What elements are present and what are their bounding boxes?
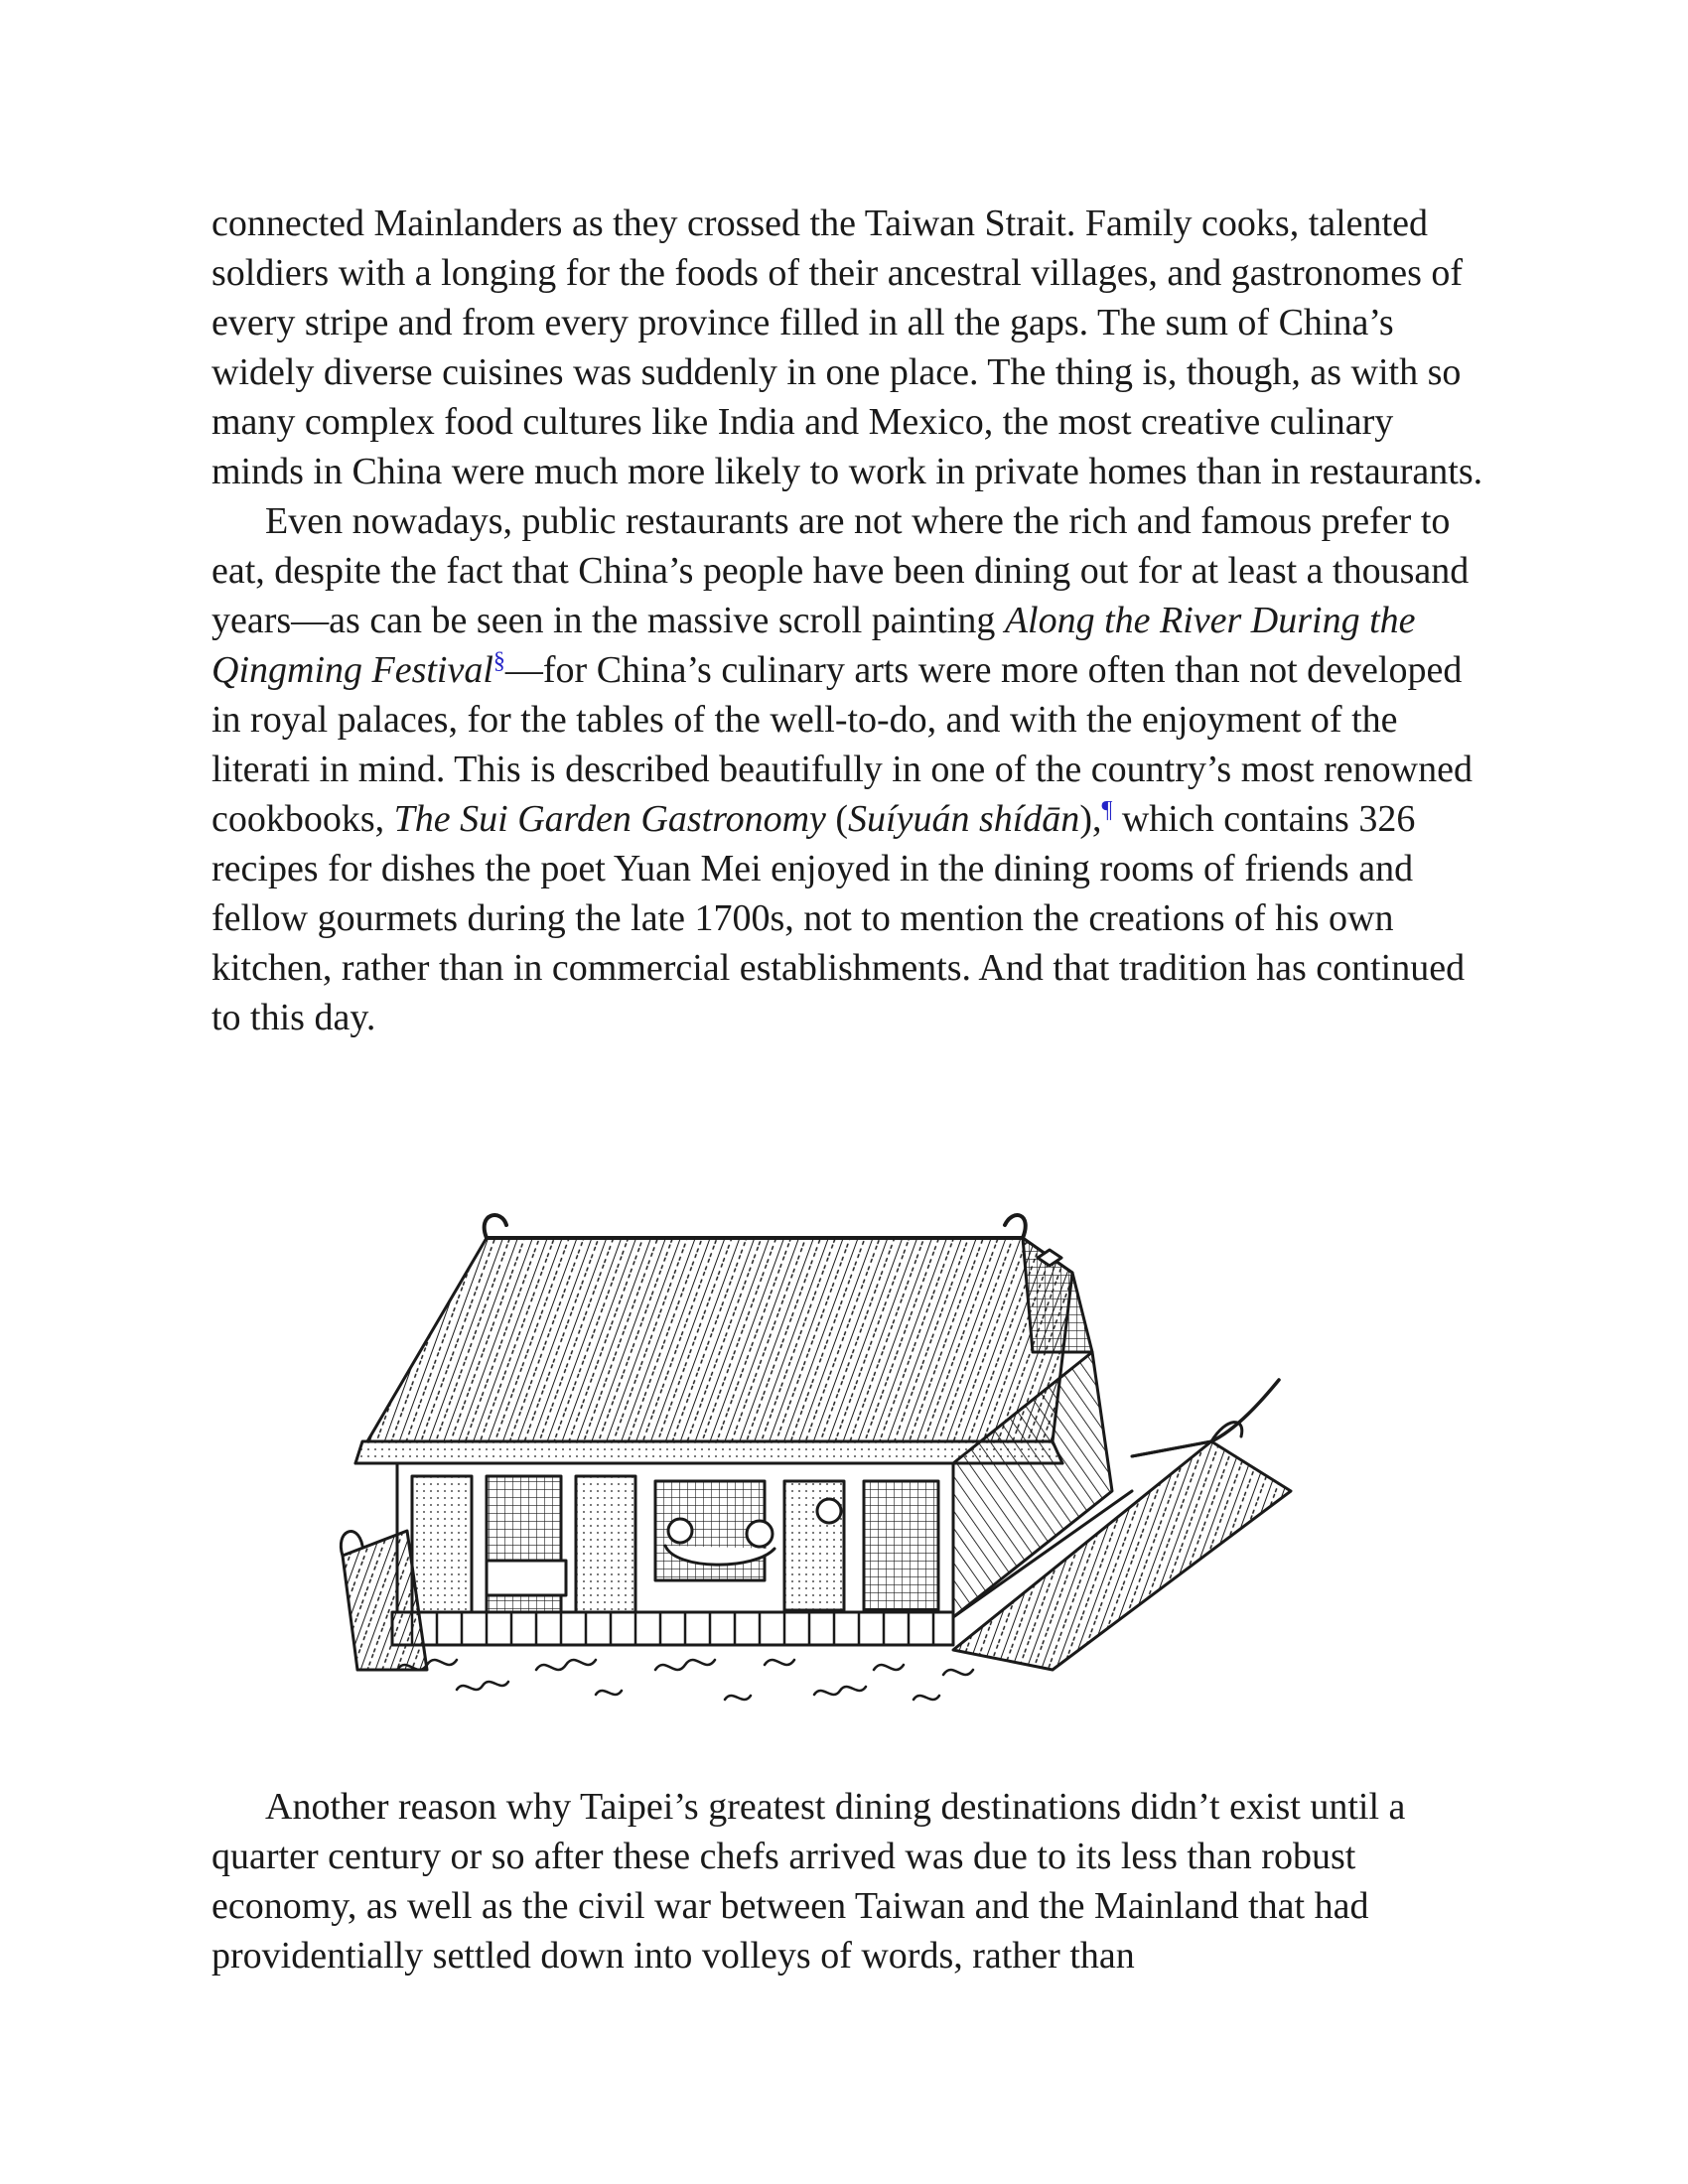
paragraph-economy: Another reason why Taipei’s greatest dining destinations didn’t exist until a quarter century or so after these chefs arrived was due to its less than robust economy, as well as the civil war between Taiwan and the Mainland that had providentially settled down into volleys of words, rather than	[211, 1786, 1406, 1977]
cookbook-title: The Sui Garden Gastronomy	[393, 798, 826, 840]
upper-text-block	[211, 199, 1492, 1042]
paragraph-text: ),	[1079, 798, 1102, 840]
paragraph-text: which contains 326 recipes for dishes the poet Yuan Mei enjoyed in the dining rooms of friends and fellow gourmets during the late 1700s, not to mention the creations of his own kitchen, rather than in commercial establishments. And that tradition has continued to this day.	[211, 798, 1466, 1038]
pavilion-illustration	[338, 1203, 1350, 1719]
paragraph-continued: connected Mainlanders as they crossed the Taiwan Strait. Family cooks, talented soldiers with a longing for the foods of their ancestral villages, and gastronomes of every stripe and from every province filled in all the gaps. The sum of China’s widely diverse cuisines was suddenly in one place. The thing is, though, as with so many complex food cultures like India and Mexico, the most creative culinary minds in China were much more likely to work in private homes than in restaurants.	[211, 203, 1483, 492]
paragraph-restaurants	[211, 496, 1492, 1042]
footnote-link-pilcrow[interactable]: ¶	[1101, 797, 1113, 823]
pavilion-drawing	[338, 1203, 1350, 1719]
paragraph-text: —for China’s culinary arts were more often than not developed in royal palaces, for the tables of the well-to-do, and with the enjoyment of the literati in mind. This is described beautifully in one of the country’s most renowned cookbooks,	[211, 649, 1473, 840]
scroll-painting-title: Along the River During the Qingming Festival	[211, 600, 1416, 691]
paragraph-text: Even nowadays, public restaurants are not where the rich and famous prefer to eat, despite the fact that China’s people have been dining out for at least a thousand years—as can be seen in the massive scroll painting	[211, 500, 1470, 641]
cookbook-title-pinyin: Suíyuán shídān	[848, 798, 1080, 840]
footnote-link-section[interactable]: §	[492, 648, 505, 674]
lower-text-block	[211, 1782, 1492, 1980]
paragraph-text: (	[825, 798, 849, 840]
